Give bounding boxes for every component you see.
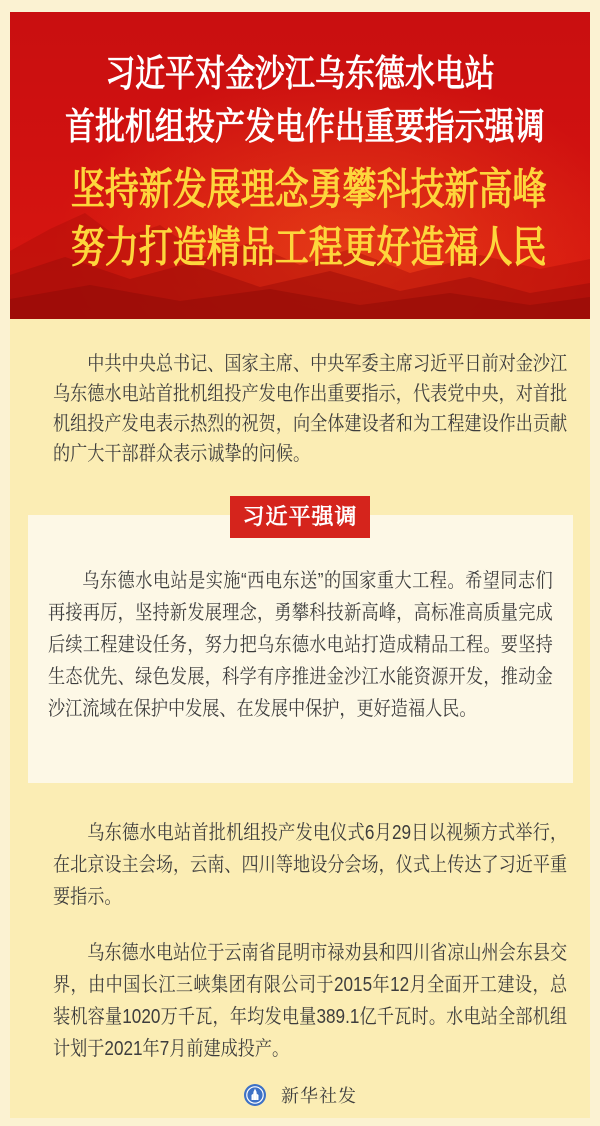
article-body <box>10 319 590 1118</box>
headline-highlight-line-2: 努力打造精品工程更好造福人民 <box>70 224 547 272</box>
xinhua-agency-logo-icon <box>243 1083 267 1107</box>
headline-line-2: 首批机组投产发电作出重要指示强调 <box>65 106 545 147</box>
headline-line-1: 习近平对金沙江乌东德水电站 <box>105 53 495 94</box>
body-paragraph-project-facts: 乌东德水电站位于云南省昆明市禄劝县和四川省凉山州会东县交界，由中国长江三峡集团有限公司于2015年12月全面开工建设，总装机容量1020万千瓦，年均发电量389.1亿千瓦时。水电站全部机组计划于2021年7月前建成投产。 <box>53 942 568 1060</box>
emphasis-badge: 习近平强调 <box>230 496 369 538</box>
credit-row <box>10 1083 590 1107</box>
quote-box <box>28 515 573 783</box>
credit-text: 新华社发 <box>281 1086 357 1106</box>
masthead <box>10 12 590 319</box>
badge-row <box>10 496 590 538</box>
headline-highlight-line-1: 坚持新发展理念勇攀科技新高峰 <box>70 166 547 214</box>
body-paragraph-ceremony: 乌东德水电站首批机组投产发电仪式6月29日以视频方式举行，在北京设主会场，云南、四川等地设分会场，仪式上传达了习近平重要指示。 <box>53 822 568 908</box>
lead-paragraph: 中共中央总书记、国家主席、中央军委主席习近平日前对金沙江乌东德水电站首批机组投产发电作出重要指示，代表党中央，对首批机组投产发电表示热烈的祝贺，向全体建设者和为工程建设作出贡献的广大干部群众表示诚挚的问候。 <box>53 353 568 465</box>
quote-text: 乌东德水电站是实施“西电东送”的国家重大工程。希望同志们再接再厉，坚持新发展理念，勇攀科技新高峰，高标准高质量完成后续工程建设任务，努力把乌东德水电站打造成精品工程。要坚持生态优先、绿色发展，科学有序推进金沙江水能资源开发，推动金沙江流域在保护中发展、在发展中保护，更好造福人民。 <box>48 570 553 720</box>
